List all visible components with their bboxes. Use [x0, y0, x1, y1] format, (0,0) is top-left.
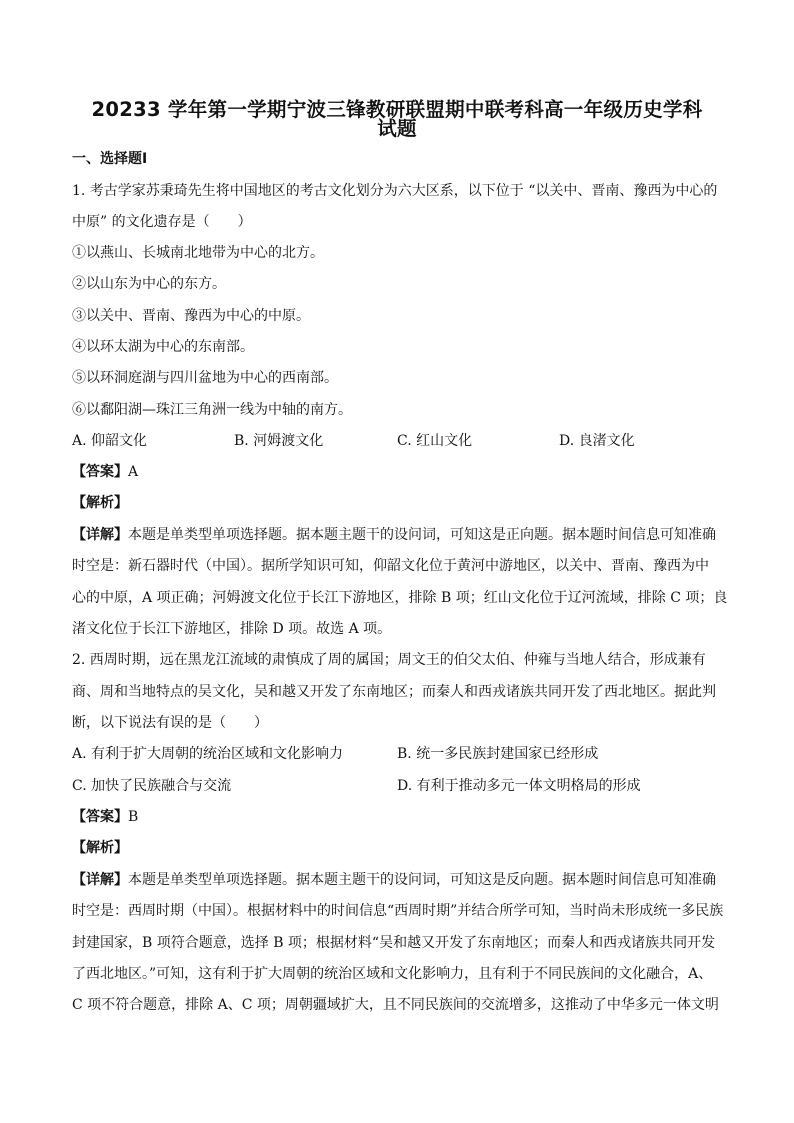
q1-answer: [72, 463, 138, 481]
q2-option-d: D. 有利于推动多元一体文明格局的形成: [397, 778, 641, 794]
q2-detail-text-1: 本题是单类型单项选择题。据本题主题干的设问词，可知这是反向题。据本题时间信息可知准确: [128, 872, 716, 888]
q2-answer-value: B: [128, 809, 139, 825]
q1-detail-line-3: 心的中原，A 项正确；河姆渡文化位于长江下游地区，排除 B 项；红山文化位于辽河流域，排除 C 项；良: [72, 590, 728, 606]
q1-detail-line-2: 时空是：新石器时代（中国）。据所学知识可知，仰韶文化位于黄河中游地区，以关中、晋南、豫西为中: [72, 558, 709, 574]
q1-analysis-tag: 【解析】: [72, 495, 128, 511]
q2-analysis-tag: 【解析】: [72, 840, 128, 856]
q2-detail-line-1: [72, 871, 716, 889]
q1-stem-line-2: 中原” 的文化遗存是（ ）: [72, 214, 252, 230]
q2-option-b: B. 统一多民族封建国家已经形成: [397, 746, 599, 762]
q1-item-2: ②以山东为中心的东方。: [72, 276, 226, 292]
q2-detail-line-5: C 项不符合题意，排除 A、C 项；周朝疆域扩大，且不同民族间的交流增多，这推动了中华多元一体文明: [72, 997, 719, 1013]
q2-stem-line-3: 断，以下说法有误的是（ ）: [72, 715, 268, 731]
q1-item-4: ④以环太湖为中心的东南部。: [72, 339, 254, 355]
q2-detail-line-3: 封建国家，B 项符合题意，选择 B 项；根据材料“吴和越又开发了东南地区；而秦人和西戎诸族共同开发: [72, 935, 716, 951]
q2-detail-tag: 【详解】: [72, 872, 128, 888]
q2-detail-line-4: 了西北地区。”可知，这有利于扩大周朝的统治区域和文化影响力，且有利于不同民族间的文化融合，A、: [72, 966, 713, 982]
q1-item-6: ⑥以鄱阳湖—珠江三角洲一线为中轴的南方。: [72, 402, 352, 418]
q1-option-c: C. 红山文化: [397, 433, 473, 449]
q1-answer-value: A: [128, 464, 139, 480]
q1-option-a: A. 仰韶文化: [72, 433, 148, 449]
q1-item-1: ①以燕山、长城南北地带为中心的北方。: [72, 245, 324, 261]
q1-option-d: D. 良渚文化: [559, 433, 635, 449]
section-heading: 一、选择题Ⅰ: [72, 151, 148, 167]
q2-answer: [72, 808, 138, 826]
q2-detail-line-2: 时空是：西周时期（中国）。根据材料中的时间信息“西周时期”并结合所学可知，当时尚未形成统一多民族: [72, 903, 724, 919]
q1-detail-tag: 【详解】: [72, 527, 128, 543]
title-line-1: 20233 学年第一学期宁波三锋教研联盟期中联考科高一年级历史学科: [91, 98, 703, 121]
q2-answer-tag: 【答案】: [72, 809, 128, 825]
q1-option-b: B. 河姆渡文化: [234, 433, 324, 449]
q1-detail-text-1: 本题是单类型单项选择题。据本题主题干的设问词，可知这是正向题。据本题时间信息可知准确: [128, 527, 716, 543]
q1-stem-line-1: 1. 考古学家苏秉琦先生将中国地区的考古文化划分为六大区系，以下位于 “以关中、晋南、豫西为中心的: [72, 183, 718, 199]
q2-stem-line-2: 商、周和当地特点的吴文化，吴和越又开发了东南地区；而秦人和西戎诸族共同开发了西北地区。据此判: [72, 684, 716, 700]
q1-answer-tag: 【答案】: [72, 464, 128, 480]
q2-option-c: C. 加快了民族融合与交流: [72, 778, 232, 794]
q1-detail-line-4: 渚文化位于长江下游地区，排除 D 项。故选 A 项。: [72, 621, 392, 637]
q1-item-5: ⑤以环洞庭湖与四川盆地为中心的西南部。: [72, 370, 338, 386]
title-line-2: 试题: [377, 117, 417, 140]
q1-item-3: ③以关中、晋南、豫西为中心的中原。: [72, 308, 310, 324]
q1-detail-line-1: [72, 526, 716, 544]
q2-stem-line-1: 2. 西周时期，远在黑龙江流域的肃慎成了周的属国；周文王的伯父太伯、仲雍与当地人结合，形成兼有: [72, 652, 706, 668]
q2-option-a: A. 有利于扩大周朝的统治区域和文化影响力: [72, 746, 344, 762]
